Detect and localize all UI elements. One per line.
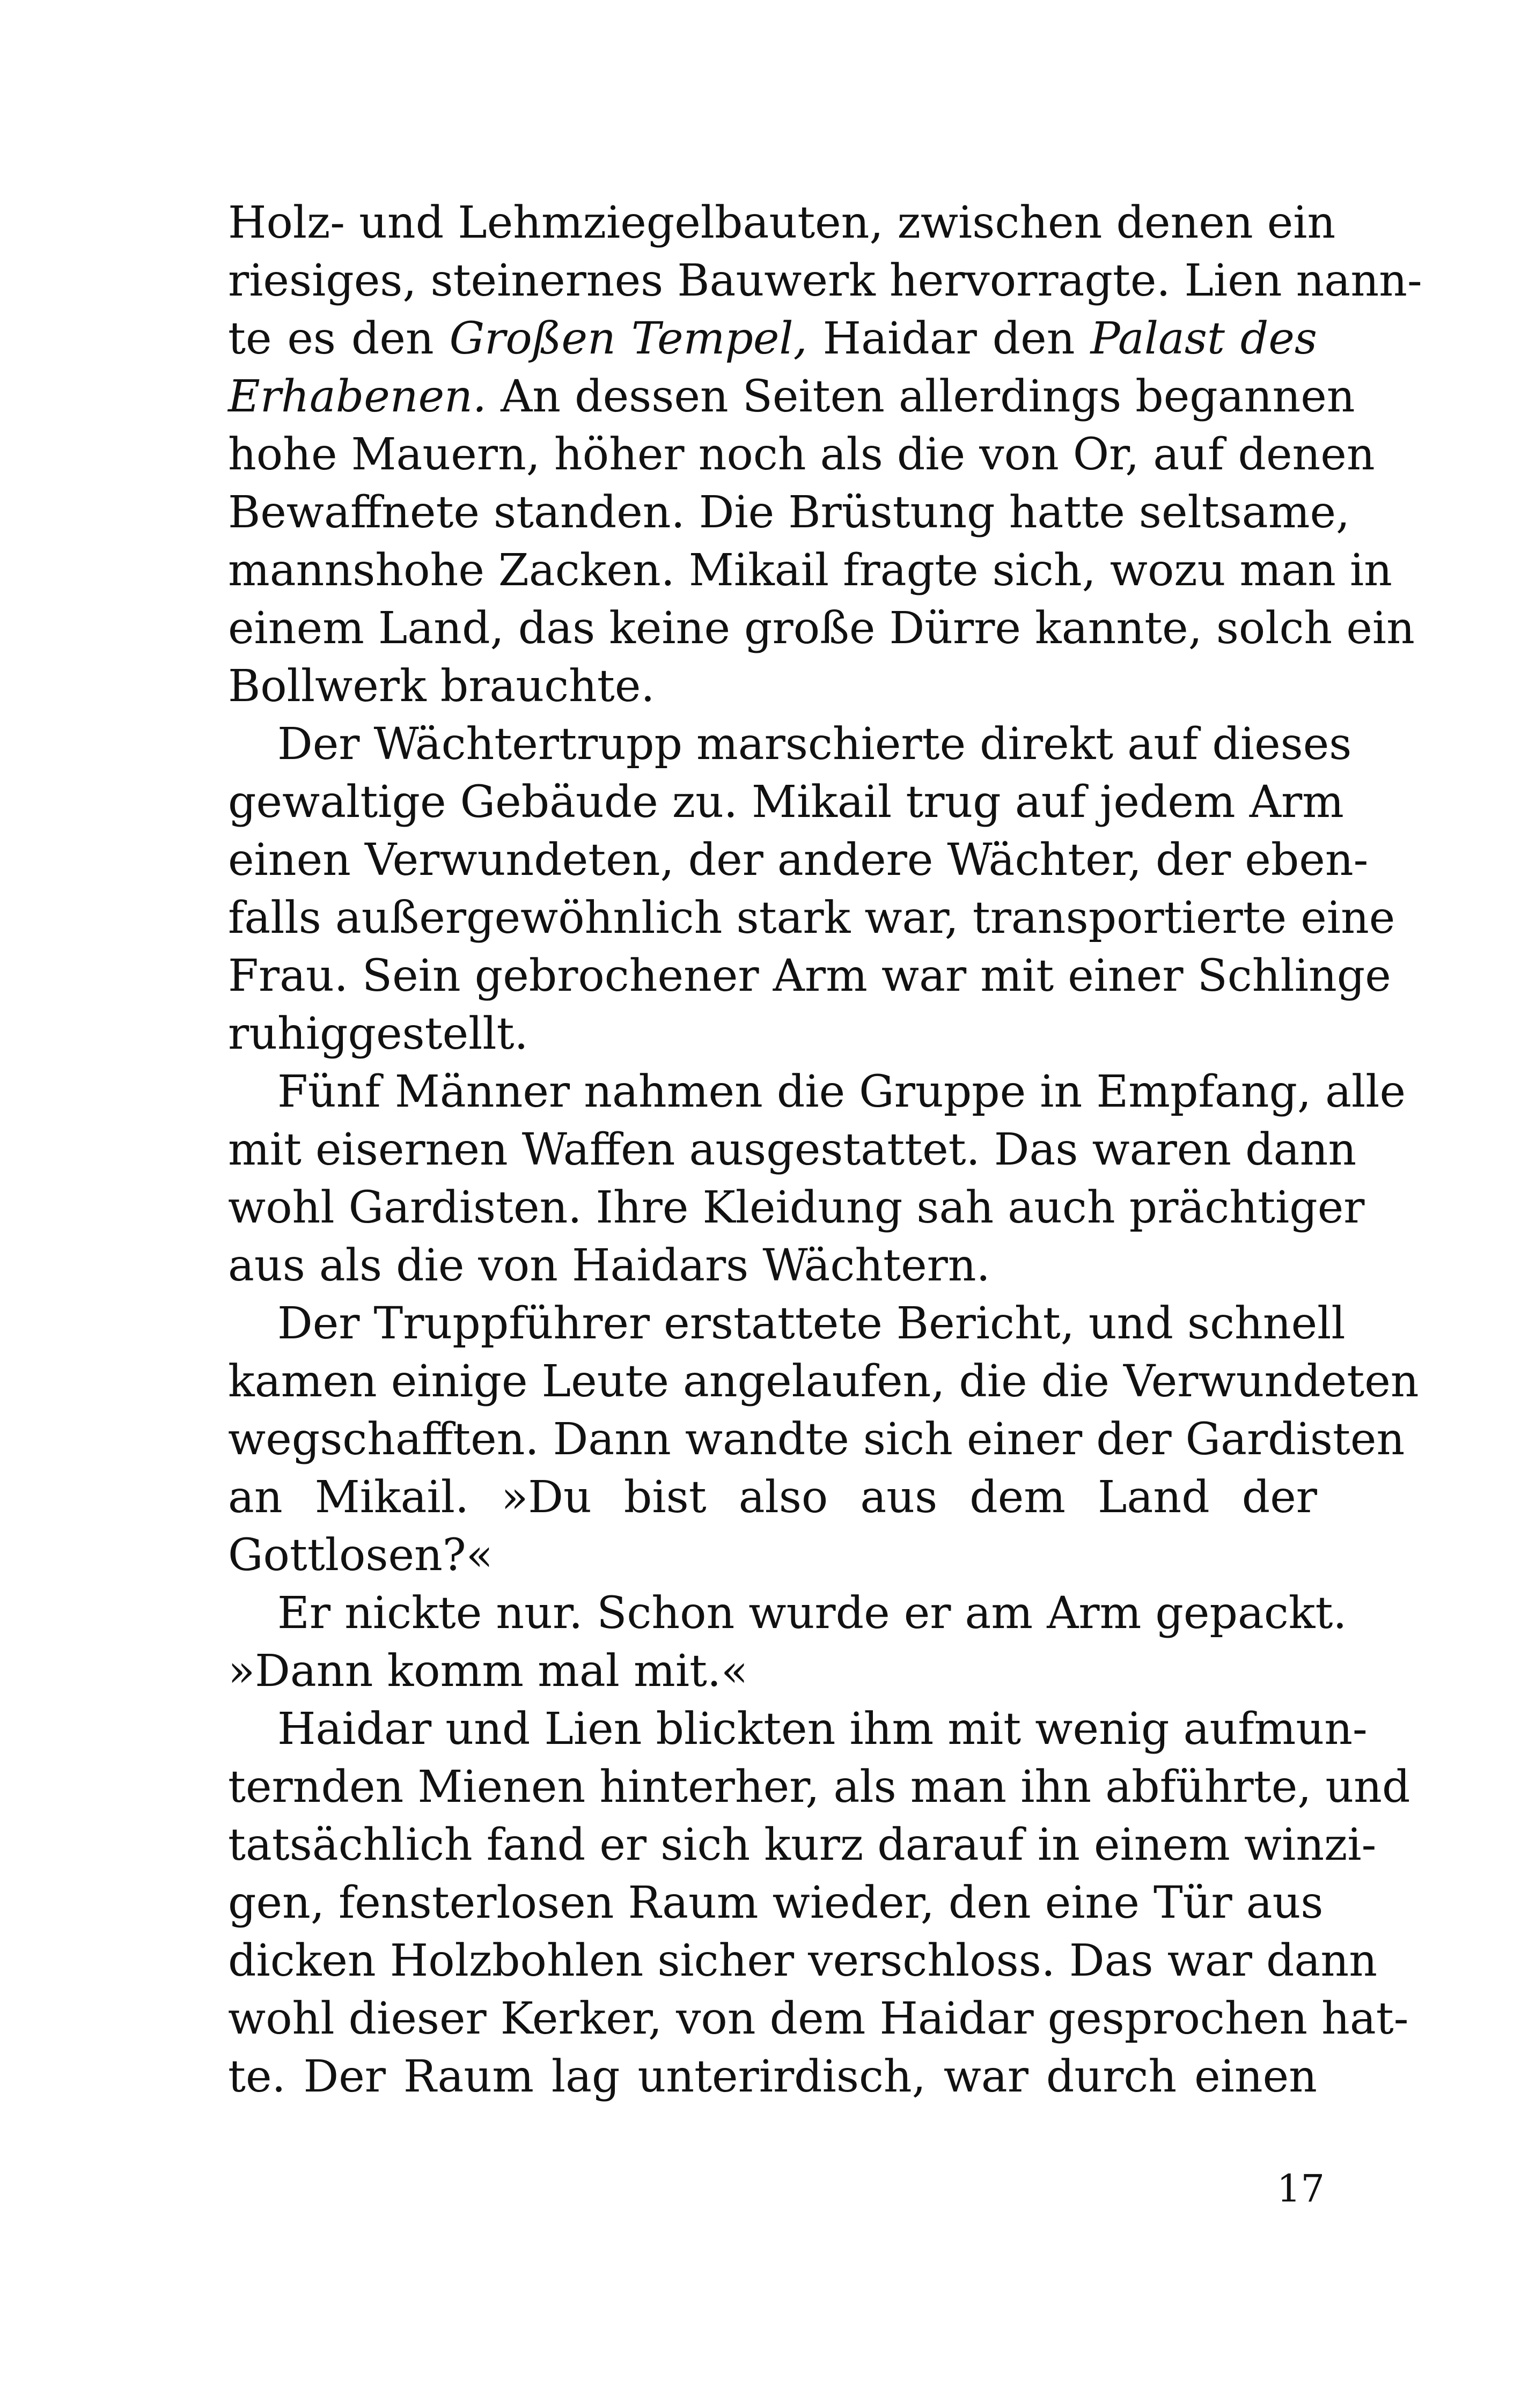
text-line: wohl Gardisten. Ihre Kleidung sah auch prächtiger <box>228 1182 1365 1233</box>
text-line: tatsächlich fand er sich kurz darauf in einem winzi- <box>228 1820 1377 1871</box>
text-line: Bollwerk brauchte. <box>228 661 655 712</box>
text-line: »Dann komm mal mit.« <box>228 1646 748 1697</box>
italic-text: Palast des <box>1090 313 1317 364</box>
text-line: te es den Großen Tempel, Haidar den Palast des <box>228 313 1317 364</box>
paragraph-first-line: Fünf Männer nahmen die Gruppe in Empfang, alle <box>277 1066 1406 1117</box>
text-line: einen Verwundeten, der andere Wächter, der eben- <box>228 835 1369 886</box>
text-line: mannshohe Zacken. Mikail fragte sich, wozu man in <box>228 545 1392 596</box>
text-line: gen, fensterlosen Raum wieder, den eine Tür aus <box>228 1877 1324 1928</box>
text-line: einem Land, das keine große Dürre kannte, solch ein <box>228 603 1415 654</box>
text-line: Frau. Sein gebrochener Arm war mit einer Schlinge <box>228 951 1391 1002</box>
text-line: Bewaffnete standen. Die Brüstung hatte seltsame, <box>228 487 1350 538</box>
text-line: Gottlosen?« <box>228 1530 493 1581</box>
paragraph-first-line: Der Truppführer erstattete Bericht, und schnell <box>277 1298 1346 1349</box>
text-line: Erhabenen. An dessen Seiten allerdings begannen <box>228 371 1355 422</box>
text-line: kamen einige Leute angelaufen, die die Verwundeten <box>228 1356 1419 1407</box>
text-line: gewaltige Gebäude zu. Mikail trug auf jedem Arm <box>228 777 1344 828</box>
text-line: wegschafften. Dann wandte sich einer der Gardisten <box>228 1414 1405 1465</box>
text-line: aus als die von Haidars Wächtern. <box>228 1240 990 1291</box>
text-line: dicken Holzbohlen sicher verschloss. Das war dann <box>228 1935 1378 1986</box>
text-line: hohe Mauern, höher noch als die von Or, auf denen <box>228 429 1375 480</box>
body-text <box>228 194 1422 2106</box>
text-line: te. Der Raum lag unterirdisch, war durch einen <box>228 2051 1317 2102</box>
paragraph-first-line: Haidar und Lien blickten ihm mit wenig aufmun- <box>277 1704 1368 1755</box>
text-line: Holz- und Lehmziegelbauten, zwischen denen ein <box>228 197 1336 248</box>
text-line: ruhiggestellt. <box>228 1008 528 1059</box>
page-number: 17 <box>1277 2167 1325 2211</box>
italic-text: Großen Tempel, <box>449 313 807 364</box>
text-line: falls außergewöhnlich stark war, transportierte eine <box>228 893 1395 944</box>
paragraph-first-line: Der Wächtertrupp marschierte direkt auf dieses <box>277 719 1352 770</box>
text-line: an Mikail. »Du bist also aus dem Land der <box>228 1472 1317 1523</box>
text-line: mit eisernen Waffen ausgestattet. Das waren dann <box>228 1124 1357 1175</box>
italic-text: Erhabenen. <box>228 371 487 422</box>
text-line: wohl dieser Kerker, von dem Haidar gesprochen hat- <box>228 1993 1409 2044</box>
text-line: ternden Mienen hinterher, als man ihn abführte, und <box>228 1762 1410 1813</box>
text-line: riesiges, steinernes Bauwerk hervorragte. Lien nann- <box>228 255 1422 306</box>
paragraph-first-line: Er nickte nur. Schon wurde er am Arm gepackt. <box>277 1588 1347 1639</box>
